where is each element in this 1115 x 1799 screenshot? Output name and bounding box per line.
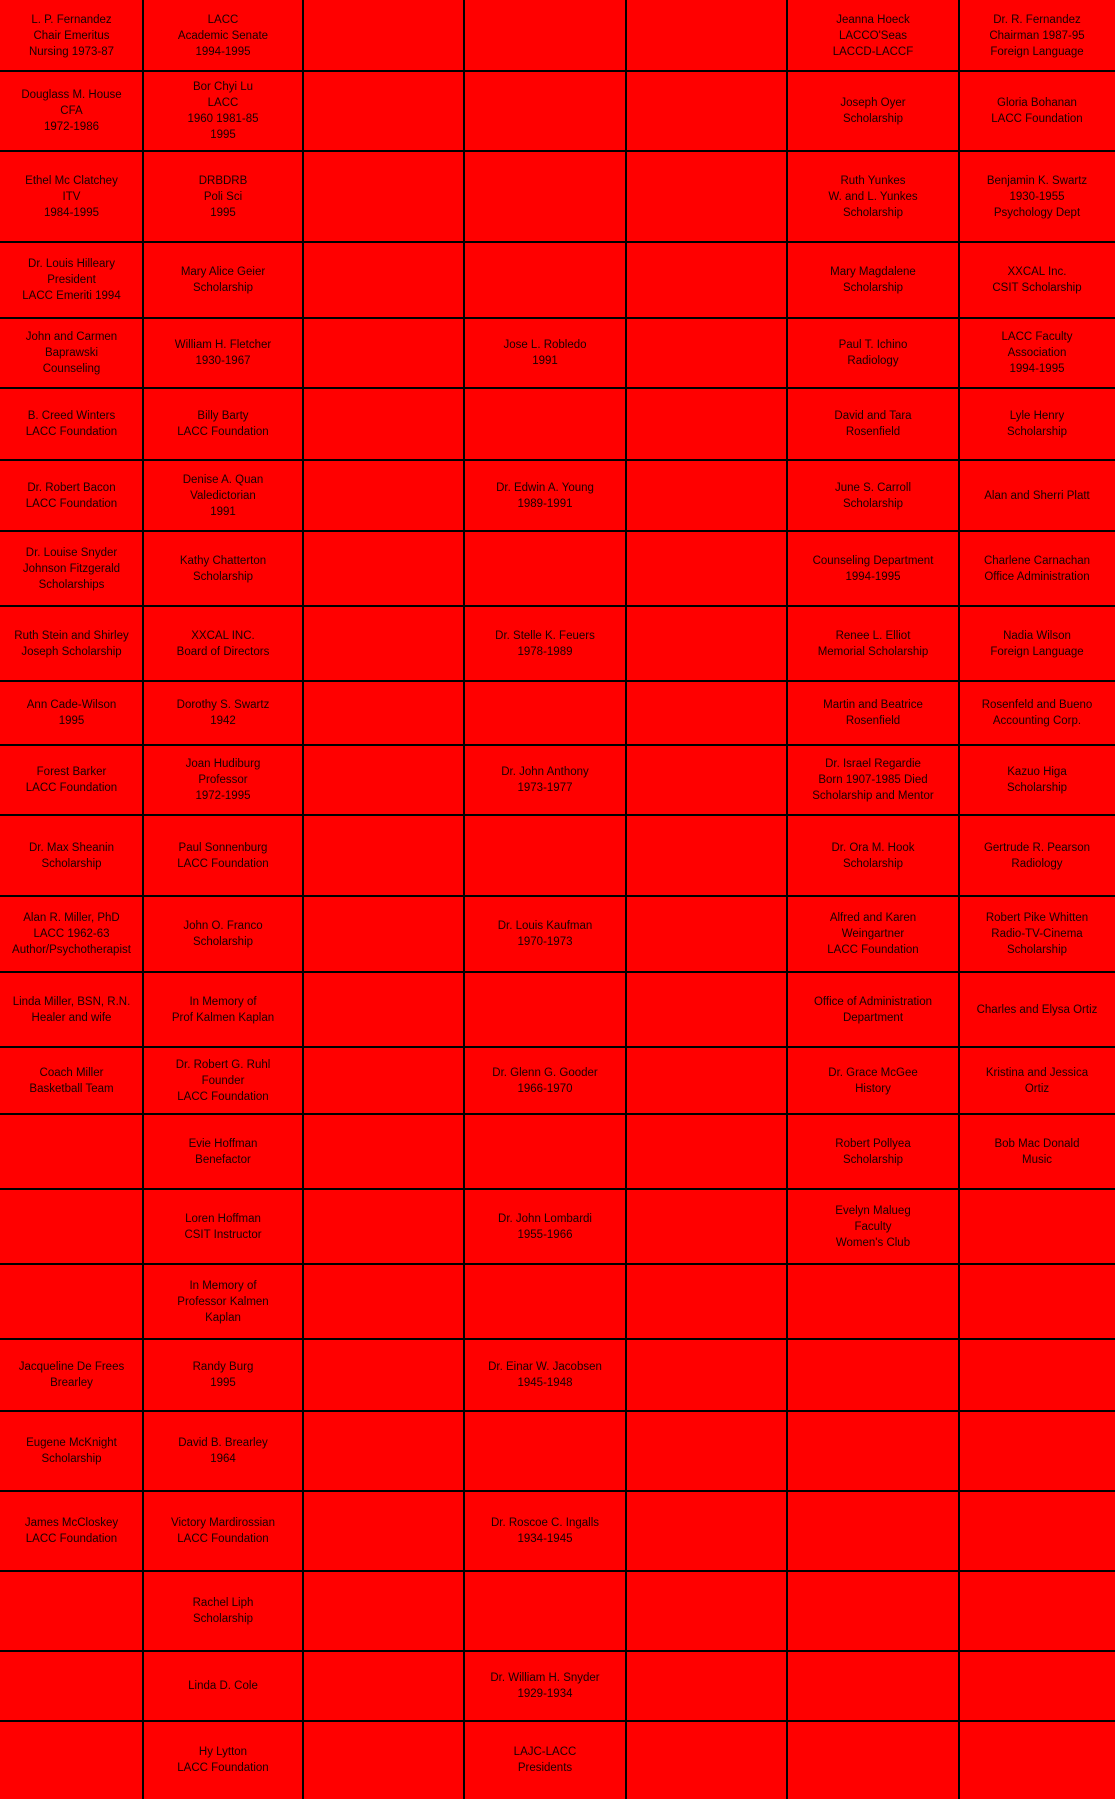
table-cell: [0, 1114, 143, 1189]
table-cell: [464, 151, 626, 242]
table-cell: Dr. Edwin A. Young 1989-1991: [496, 481, 594, 510]
table-cell: [464, 531, 626, 606]
table-cell: Dr. Robert Bacon LACC Foundation: [25, 481, 118, 510]
table-cell: [626, 1651, 787, 1721]
table-cell: Dr. Louise Snyder Johnson Fitzgerald Scholarships: [22, 546, 121, 591]
table-cell: Hy Lytton LACC Foundation: [177, 1746, 269, 1774]
table-cell: Mary Alice Geier Scholarship: [180, 266, 266, 294]
table-cell: [626, 318, 787, 388]
table-cell: [626, 1721, 787, 1799]
table-cell: [626, 71, 787, 151]
table-cell: [959, 1651, 1115, 1721]
row-divider: [0, 1046, 1115, 1048]
table-cell: [787, 1721, 959, 1799]
table-cell: Dr. John Lombardi 1955-1966: [498, 1212, 592, 1241]
table-cell: Joseph Oyer Scholarship: [840, 97, 906, 125]
table-cell: [0, 1189, 143, 1264]
table-cell: [464, 0, 626, 71]
table-cell: Bob Mac Donald Music: [994, 1137, 1080, 1166]
row-divider: [0, 1263, 1115, 1265]
table-cell: Dr. Glenn G. Gooder 1966-1970: [492, 1066, 598, 1095]
table-cell: [787, 1651, 959, 1721]
table-cell: [303, 1411, 464, 1491]
table-cell: XXCAL INC. Board of Directors: [176, 629, 270, 658]
table-cell: [959, 1491, 1115, 1571]
table-cell: L. P. Fernandez Chair Emeritus Nursing 1973-87: [28, 13, 115, 58]
table-cell: Dr. Louis Hilleary President LACC Emeriti 1994: [22, 258, 121, 302]
table-cell: [303, 1114, 464, 1189]
table-cell: Linda D. Cole: [188, 1680, 258, 1692]
table-cell: Robert Pollyea Scholarship: [835, 1137, 911, 1166]
table-cell: Coach Miller Basketball Team: [29, 1066, 114, 1095]
table-cell: Jose L. Robledo 1991: [503, 339, 587, 367]
row-divider: [0, 680, 1115, 682]
table-cell: Dorothy S. Swartz 1942: [176, 699, 270, 727]
table-cell: [959, 1264, 1115, 1339]
table-cell: Renee L. Elliot Memorial Scholarship: [817, 629, 929, 658]
table-cell: Kazuo Higa Scholarship: [1006, 766, 1068, 794]
row-divider: [0, 1410, 1115, 1412]
table-cell: [959, 1571, 1115, 1651]
table-cell: [464, 972, 626, 1047]
table-cell: June S. Carroll Scholarship: [834, 481, 912, 510]
table-cell: Billy Barty LACC Foundation: [177, 410, 269, 438]
table-cell: [626, 151, 787, 242]
table-cell: Robert Pike Whitten Radio-TV-Cinema Scholarship: [985, 912, 1089, 956]
table-cell: [626, 972, 787, 1047]
table-cell: Jeanna Hoeck LACCO'Seas LACCD-LACCF: [832, 13, 914, 58]
table-cell: [787, 1491, 959, 1571]
table-cell: Kathy Chatterton Scholarship: [179, 554, 267, 583]
table-cell: Rosenfeld and Bueno Accounting Corp.: [981, 699, 1093, 727]
table-cell: [959, 1339, 1115, 1411]
table-cell: [303, 606, 464, 681]
row-divider: [0, 387, 1115, 389]
table-cell: [464, 1571, 626, 1651]
table-cell: Nadia Wilson Foreign Language: [990, 629, 1084, 658]
table-cell: John and Carmen Baprawski Counseling: [25, 331, 118, 375]
table-cell: Benjamin K. Swartz 1930-1955 Psychology Dept: [986, 174, 1088, 219]
table-cell: [626, 1047, 787, 1114]
table-cell: Charlene Carnachan Office Administration: [983, 554, 1091, 583]
table-cell: [626, 1571, 787, 1651]
table-cell: [626, 0, 787, 71]
table-cell: Randy Burg 1995: [192, 1361, 254, 1389]
table-cell: David and Tara Rosenfield: [834, 410, 912, 438]
table-cell: Ruth Stein and Shirley Joseph Scholarship: [14, 629, 129, 658]
table-cell: [959, 1189, 1115, 1264]
table-cell: [464, 681, 626, 745]
table-cell: [303, 1189, 464, 1264]
table-cell: [626, 1264, 787, 1339]
table-cell: Loren Hoffman CSIT Instructor: [184, 1212, 262, 1241]
table-cell: Paul Sonnenburg LACC Foundation: [177, 841, 269, 870]
table-cell: [787, 1264, 959, 1339]
table-cell: Dr. Max Sheanin Scholarship: [28, 841, 114, 870]
row-divider: [0, 605, 1115, 607]
table-cell: [303, 1721, 464, 1799]
table-cell: [0, 1651, 143, 1721]
table-cell: [626, 242, 787, 318]
column-divider: [958, 0, 960, 1799]
table-cell: Victory Mardirossian LACC Foundation: [171, 1517, 275, 1545]
table-cell: Ruth Yunkes W. and L. Yunkes Scholarship: [828, 174, 918, 219]
table-cell: [303, 388, 464, 460]
row-divider: [0, 1113, 1115, 1115]
table-cell: [626, 388, 787, 460]
table-cell: [303, 681, 464, 745]
table-cell: [626, 1189, 787, 1264]
column-divider: [463, 0, 465, 1799]
table-cell: [303, 318, 464, 388]
table-cell: [303, 1339, 464, 1411]
table-cell: Charles and Elysa Ortiz: [976, 1003, 1098, 1016]
table-cell: Alfred and Karen Weingartner LACC Foundation: [827, 912, 919, 956]
row-divider: [0, 1338, 1115, 1340]
table-cell: [464, 1114, 626, 1189]
table-cell: [303, 460, 464, 531]
table-cell: David B. Brearley 1964: [178, 1437, 268, 1465]
table-cell: [303, 242, 464, 318]
table-cell: James McCloskey LACC Foundation: [24, 1517, 119, 1545]
table-cell: [303, 815, 464, 896]
table-cell: Kristina and Jessica Ortiz: [985, 1066, 1089, 1095]
table-cell: Mary Magdalene Scholarship: [830, 266, 916, 294]
row-divider: [0, 241, 1115, 243]
table-cell: Dr. Robert G. Ruhl Founder LACC Foundation: [175, 1058, 271, 1103]
table-cell: Gertrude R. Pearson Radiology: [983, 841, 1091, 870]
column-divider: [625, 0, 627, 1799]
table-cell: [303, 896, 464, 972]
table-cell: [303, 972, 464, 1047]
row-divider: [0, 814, 1115, 816]
table-cell: Martin and Beatrice Rosenfield: [823, 699, 923, 727]
table-cell: Evie Hoffman Benefactor: [188, 1137, 258, 1166]
row-divider: [0, 459, 1115, 461]
table-cell: [787, 1411, 959, 1491]
table-cell: [0, 1264, 143, 1339]
table-cell: [626, 896, 787, 972]
table-cell: In Memory of Prof Kalmen Kaplan: [171, 995, 275, 1024]
table-cell: John O. Franco Scholarship: [183, 920, 263, 948]
table-cell: Eugene McKnight Scholarship: [26, 1437, 117, 1465]
table-cell: [626, 745, 787, 815]
table-cell: [303, 1264, 464, 1339]
row-divider: [0, 150, 1115, 152]
table-cell: Gloria Bohanan LACC Foundation: [991, 97, 1083, 125]
table-cell: [303, 1571, 464, 1651]
table-cell: [303, 1047, 464, 1114]
table-cell: [626, 460, 787, 531]
table-cell: Dr. Stelle K. Feuers 1978-1989: [495, 629, 595, 658]
table-cell: Dr. R. Fernandez Chairman 1987-95 Foreign Language: [989, 13, 1085, 58]
table-cell: In Memory of Professor Kalmen Kaplan: [177, 1279, 269, 1324]
table-cell: Dr. William H. Snyder 1929-1934: [490, 1672, 600, 1700]
table-cell: Dr. John Anthony 1973-1977: [501, 766, 589, 794]
table-cell: Dr. Louis Kaufman 1970-1973: [497, 920, 593, 948]
table-cell: [303, 531, 464, 606]
table-cell: Paul T. Ichino Radiology: [838, 339, 908, 367]
table-cell: [464, 388, 626, 460]
table-cell: Counseling Department 1994-1995: [812, 554, 934, 583]
table-cell: [626, 1491, 787, 1571]
table-cell: Rachel Liph Scholarship: [192, 1597, 254, 1625]
row-divider: [0, 744, 1115, 746]
table-cell: Forest Barker LACC Foundation: [25, 766, 118, 794]
table-cell: [626, 606, 787, 681]
row-divider: [0, 70, 1115, 72]
table-cell: William H. Fletcher 1930-1967: [174, 339, 272, 367]
table-cell: Lyle Henry Scholarship: [1006, 410, 1068, 438]
table-cell: [0, 1571, 143, 1651]
table-cell: [0, 1721, 143, 1799]
row-divider: [0, 1188, 1115, 1190]
table-cell: [464, 1411, 626, 1491]
row-divider: [0, 895, 1115, 897]
row-divider: [0, 1570, 1115, 1572]
table-cell: LACC Academic Senate 1994-1995: [177, 13, 269, 58]
table-cell: [303, 1491, 464, 1571]
table-cell: Ethel Mc Clatchey ITV 1984-1995: [25, 174, 118, 219]
row-divider: [0, 1650, 1115, 1652]
table-cell: Dr. Grace McGee History: [828, 1066, 918, 1095]
table-cell: [464, 815, 626, 896]
table-cell: Bor Chyi Lu LACC 1960 1981-85 1995: [187, 81, 259, 141]
table-cell: Douglass M. House CFA 1972-1986: [21, 89, 122, 133]
table-cell: [303, 1651, 464, 1721]
table-cell: [303, 0, 464, 71]
table-cell: [464, 1264, 626, 1339]
table-cell: [303, 745, 464, 815]
column-divider: [142, 0, 144, 1799]
table-cell: Ann Cade-Wilson 1995: [26, 699, 117, 727]
table-cell: [626, 681, 787, 745]
row-divider: [0, 530, 1115, 532]
table-cell: LAJC-LACC Presidents: [513, 1746, 577, 1774]
row-divider: [0, 1490, 1115, 1492]
table-cell: B. Creed Winters LACC Foundation: [25, 410, 118, 438]
table-cell: [626, 815, 787, 896]
row-divider: [0, 1720, 1115, 1722]
table-cell: Dr. Roscoe C. Ingalls 1934-1945: [490, 1517, 599, 1545]
table-cell: Office of Administration Department: [813, 995, 933, 1024]
table-cell: [464, 242, 626, 318]
table-cell: Dr. Einar W. Jacobsen 1945-1948: [488, 1361, 602, 1389]
table-cell: [787, 1339, 959, 1411]
table-cell: [787, 1571, 959, 1651]
table-cell: Evelyn Malueg Faculty Women's Club: [835, 1204, 911, 1249]
row-divider: [0, 971, 1115, 973]
table-cell: Joan Hudiburg Professor 1972-1995: [185, 758, 261, 802]
table-cell: [626, 1114, 787, 1189]
table-cell: [626, 1339, 787, 1411]
table-cell: XXCAL Inc. CSIT Scholarship: [992, 266, 1082, 294]
table-cell: Denise A. Quan Valedictorian 1991: [182, 473, 264, 518]
table-cell: [303, 71, 464, 151]
table-cell: [464, 71, 626, 151]
table-cell: [303, 151, 464, 242]
table-cell: [626, 531, 787, 606]
table-cell: Linda Miller, BSN, R.N. Healer and wife: [12, 995, 131, 1024]
table-cell: Alan R. Miller, PhD LACC 1962-63 Author/Psychotherapist: [12, 912, 131, 956]
table-cell: Dr. Ora M. Hook Scholarship: [831, 841, 915, 870]
row-divider: [0, 317, 1115, 319]
table-cell: [959, 1721, 1115, 1799]
table-cell: [626, 1411, 787, 1491]
table-cell: Alan and Sherri Platt: [984, 489, 1090, 502]
table-cell: Jacqueline De Frees Brearley: [18, 1361, 125, 1389]
table-cell: [959, 1411, 1115, 1491]
column-divider: [786, 0, 788, 1799]
table-cell: DRBDRB Poli Sci 1995: [198, 174, 248, 219]
table-cell: Dr. Israel Regardie Born 1907-1985 Died Scholarship and Mentor: [812, 758, 934, 802]
table-cell: LACC Faculty Association 1994-1995: [1001, 331, 1073, 375]
column-divider: [302, 0, 304, 1799]
